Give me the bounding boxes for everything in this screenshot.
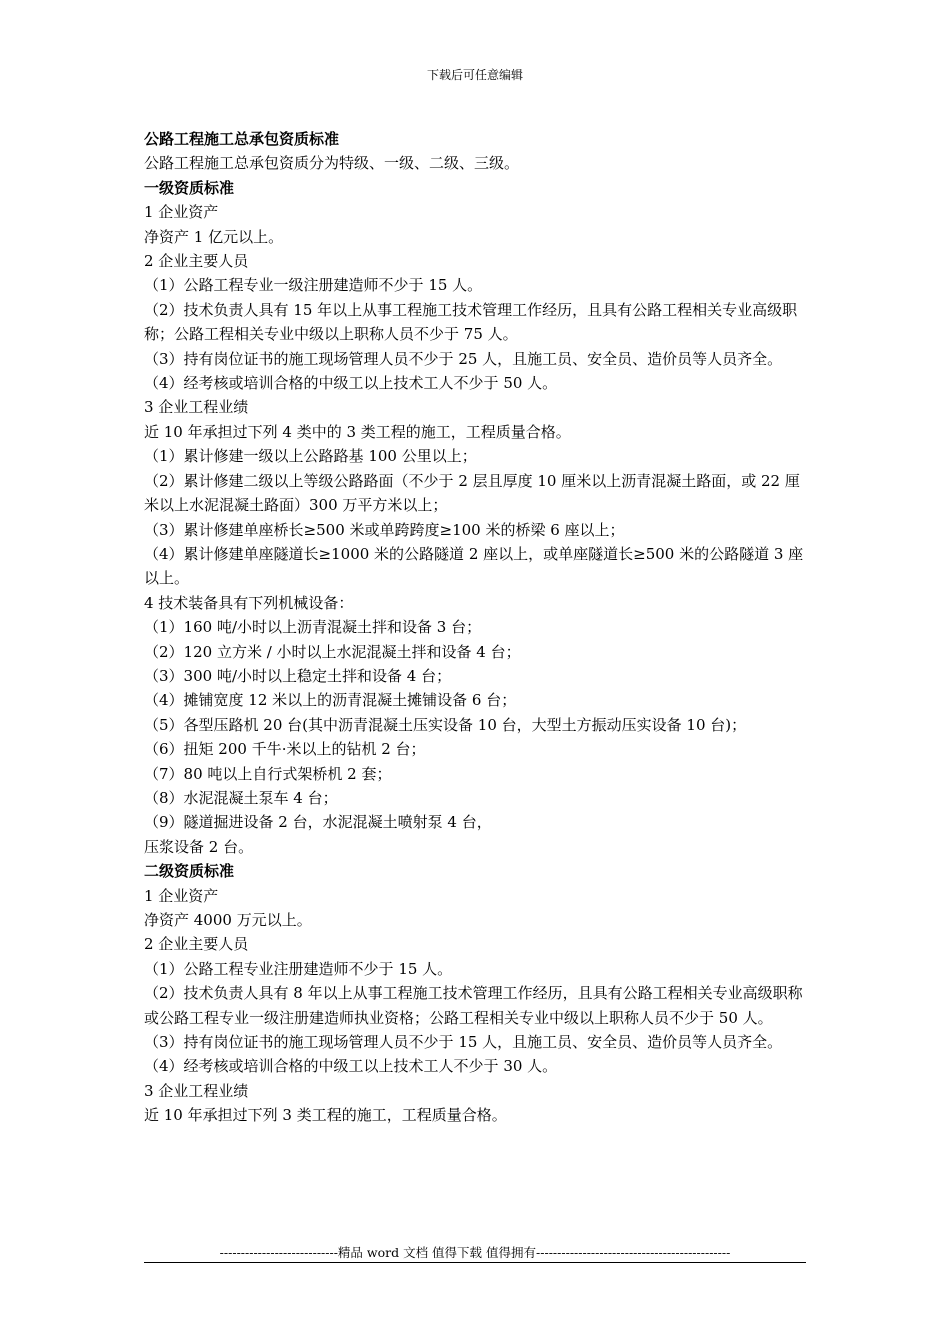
paragraph-line: 3 企业工程业绩 [144, 398, 249, 417]
paragraph-line: （1）160 吨/小时以上沥青混凝土拌和设备 3 台； [144, 618, 482, 637]
paragraph-line: （4）摊铺宽度 12 米以上的沥青混凝土摊铺设备 6 台； [144, 691, 517, 710]
paragraph-line: （4）累计修建单座隧道长≥1000 米的公路隧道 2 座以上，或单座隧道长≥500 米的公路隧道 3 座以上。 [144, 544, 804, 588]
paragraph-line: 公路工程施工总承包资质分为特级、一级、二级、三级。 [144, 154, 520, 173]
paragraph-line: （2）累计修建二级以上等级公路路面（不少于 2 层且厚度 10 厘米以上沥青混凝土路面，或 22 厘米以上水泥混凝土路面）300 万平方米以上； [144, 471, 800, 515]
footer-rule [144, 1262, 806, 1263]
section-heading: 二级资质标准 [144, 862, 235, 881]
paragraph-line: （2）技术负责人具有 15 年以上从事工程施工技术管理工作经历，且具有公路工程相关专业高级职称；公路工程相关专业中级以上职称人员不少于 75 人。 [144, 300, 798, 344]
paragraph-line: （3）持有岗位证书的施工现场管理人员不少于 15 人，且施工员、安全员、造价员等人员齐全。 [144, 1033, 783, 1052]
paragraph-line: （3）累计修建单座桥长≥500 米或单跨跨度≥100 米的桥梁 6 座以上； [144, 520, 625, 539]
paragraph-line: （3）300 吨/小时以上稳定土拌和设备 4 台； [144, 666, 452, 685]
paragraph-line: 压浆设备 2 台。 [144, 837, 254, 856]
section-heading: 一级资质标准 [144, 178, 235, 197]
paragraph-line: （1）公路工程专业注册建造师不少于 15 人。 [144, 959, 453, 978]
paragraph-line: 2 企业主要人员 [144, 252, 249, 271]
paragraph-line: 4 技术装备具有下列机械设备： [144, 593, 354, 612]
paragraph-line: （4）经考核或培训合格的中级工以上技术工人不少于 30 人。 [144, 1057, 558, 1076]
paragraph-line: （4）经考核或培训合格的中级工以上技术工人不少于 50 人。 [144, 374, 558, 393]
page-footer: ----------------------------精品 word 文档 值得下载 值得拥有---------------------------------------------- [219, 1245, 731, 1260]
paragraph-line: （6）扭矩 200 千牛·米以上的钻机 2 台； [144, 740, 426, 759]
paragraph-line: 近 10 年承担过下列 4 类中的 3 类工程的施工，工程质量合格。 [144, 422, 571, 441]
section-heading: 公路工程施工总承包资质标准 [144, 130, 340, 148]
paragraph-line: 1 企业资产 [144, 203, 219, 222]
paragraph-line: （3）持有岗位证书的施工现场管理人员不少于 25 人，且施工员、安全员、造价员等人员齐全。 [144, 349, 783, 368]
paragraph-line: 3 企业工程业绩 [144, 1081, 249, 1100]
paragraph-line: （8）水泥混凝土泵车 4 台； [144, 788, 338, 807]
paragraph-line: （1）公路工程专业一级注册建造师不少于 15 人。 [144, 276, 483, 295]
page-header: 下载后可任意编辑 [426, 68, 523, 82]
paragraph-line: （2）120 立方米 / 小时以上水泥混凝土拌和设备 4 台； [144, 642, 521, 661]
paragraph-line: 净资产 1 亿元以上。 [144, 227, 284, 246]
paragraph-line: （1）累计修建一级以上公路路基 100 公里以上； [144, 447, 477, 466]
paragraph-line: 1 企业资产 [144, 886, 219, 905]
paragraph-line: （9）隧道掘进设备 2 台，水泥混凝土喷射泵 4 台， [144, 813, 492, 832]
paragraph-line: （2）技术负责人具有 8 年以上从事工程施工技术管理工作经历，且具有公路工程相关专业高级职称或公路工程专业一级注册建造师执业资格；公路工程相关专业中级以上职称人员不少于 50 人。 [144, 984, 803, 1027]
document-body [144, 127, 808, 1128]
paragraph-line: （5）各型压路机 20 台(其中沥青混凝土压实设备 10 台，大型土方振动压实设备 10 台)； [144, 715, 747, 734]
paragraph-line: 近 10 年承担过下列 3 类工程的施工，工程质量合格。 [144, 1106, 507, 1125]
paragraph-line: 2 企业主要人员 [144, 935, 249, 954]
paragraph-line: 净资产 4000 万元以上。 [144, 911, 312, 929]
paragraph-line: （7）80 吨以上自行式架桥机 2 套； [144, 764, 392, 783]
